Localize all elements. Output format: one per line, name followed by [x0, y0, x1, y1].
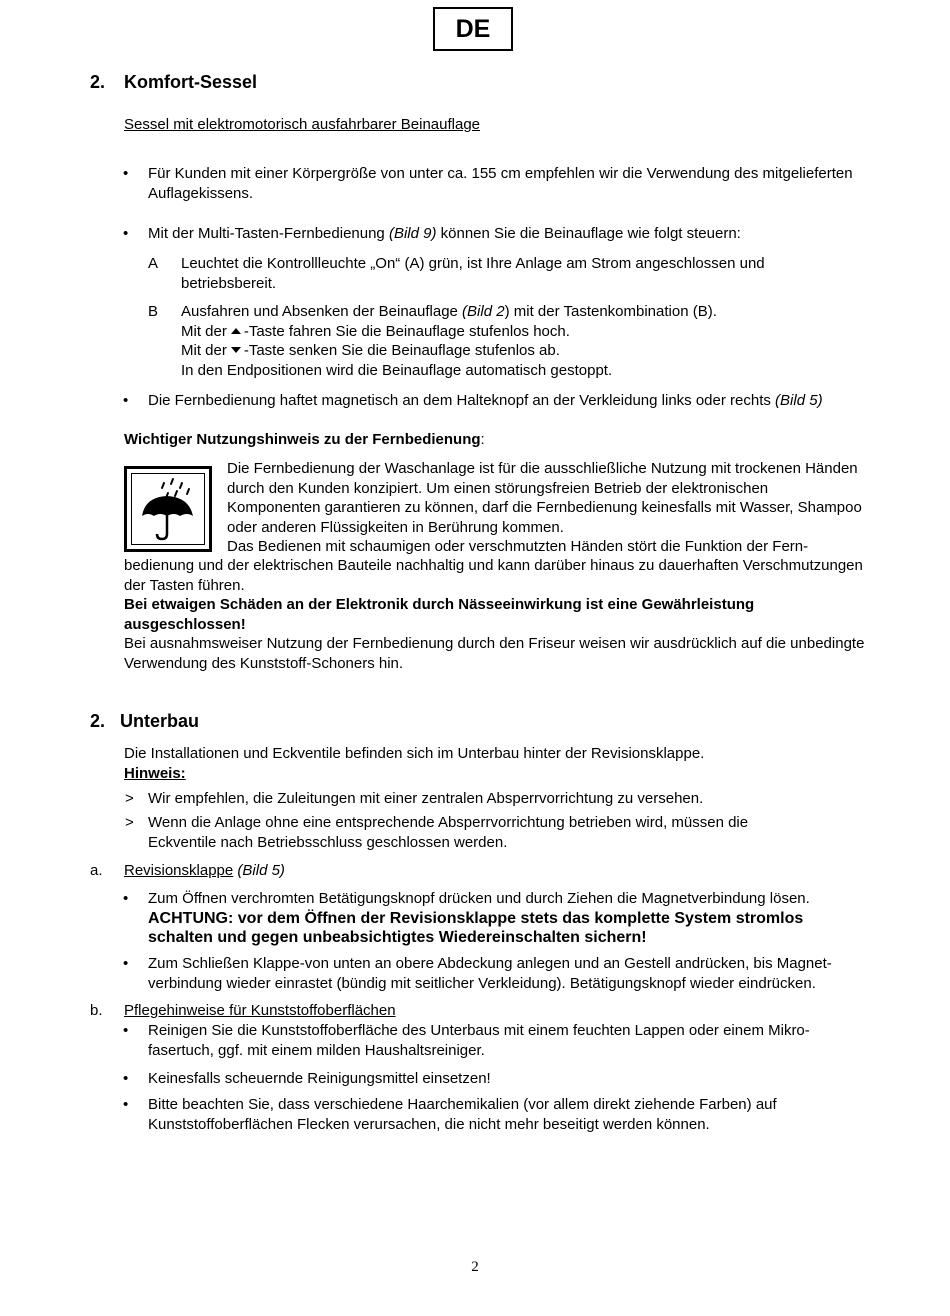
notice-heading: Wichtiger Nutzungshinweis zu der Fernbedienung:: [124, 431, 485, 448]
text-line: Auflagekissens.: [148, 184, 254, 202]
section-number: 2.: [90, 711, 106, 731]
text: Mit der Multi-Tasten-Fernbedienung: [148, 225, 389, 242]
subsection-marker: a.: [90, 862, 103, 879]
subsection-title: Revisionsklappe (Bild 5): [124, 862, 285, 879]
text-line: Eckventile nach Betriebsschluss geschlossen werden.: [148, 833, 508, 851]
intro-text: Die Installationen und Eckventile befinden sich im Unterbau hinter der Revisionsklappe.: [124, 745, 705, 762]
text-line: Ausfahren und Absenken der Beinauflage (Bild 2) mit der Tastenkombination (B).: [181, 303, 717, 320]
text-line: durch den Kunden konzipiert. Um einen störungsfreien Betrieb der elektronischen: [227, 479, 769, 497]
text-line: Kunststoffoberflächen Flecken verursachen, die nicht mehr beseitigt werden können.: [148, 1115, 710, 1133]
text-line: fasertuch, ggf. mit einem milden Haushaltsreiniger.: [148, 1041, 485, 1059]
list-item: [148, 889, 810, 948]
text-line: • Zum Schließen Klappe-von unten an obere Abdeckung anlegen und an Gestell andrücken, bis Magnet-: [148, 955, 832, 972]
notice-text: [124, 556, 864, 673]
section-title: Komfort-Sessel: [124, 72, 258, 92]
keep-dry-umbrella-icon: [124, 466, 212, 552]
figure-ref: (Bild 5): [237, 862, 285, 879]
text-line: Mit der -Taste senken Sie die Beinauflage stufenlos ab.: [181, 342, 560, 359]
list-marker: >: [125, 814, 134, 831]
subsection-marker: b.: [90, 1002, 103, 1019]
step-letter: B: [148, 303, 159, 320]
text-line: Die Fernbedienung der Waschanlage ist für die ausschließliche Nutzung mit trockenen Händen: [227, 460, 858, 477]
text-line: der Tasten führen.: [124, 576, 245, 594]
warning-line: ACHTUNG: vor dem Öffnen der Revisionsklappe stets das komplette System stromlos: [148, 909, 804, 927]
text-line: oder anderen Flüssigkeiten in Berührung kommen.: [227, 518, 564, 536]
text-line: • Bitte beachten Sie, dass verschiedene Haarchemikalien (vor allem direkt ziehende Farben) auf: [148, 1096, 777, 1113]
subsection-title: Pflegehinweise für Kunststoffoberflächen: [124, 1002, 396, 1019]
arrow-down-icon: [231, 347, 241, 353]
list-marker: >: [125, 790, 134, 807]
text: können Sie die Beinauflage wie folgt steuern:: [436, 225, 741, 242]
list-item: [148, 1021, 810, 1060]
text-line: Leuchtet die Kontrollleuchte „On“ (A) grün, ist Ihre Anlage am Strom angeschlossen und: [181, 255, 765, 272]
text-line: bedienung und der elektrischen Bauteile nachhaltig und kann darüber hinaus zu dauerhaften Verschmutzungen: [124, 557, 863, 574]
text-line: Das Bedienen mit schaumigen oder verschmutzten Händen stört die Funktion der Fern-: [227, 538, 809, 555]
warning-line: ausgeschlossen!: [124, 615, 246, 633]
text-line: verbindung wieder einrastet (bündig mit seitlicher Verkleidung). Betätigungsknopf wieder eindrücken.: [148, 974, 816, 992]
warning-line: schalten und gegen unbeabsichtigtes Wiedereinschalten sichern!: [148, 929, 647, 946]
figure-ref: (Bild 5): [775, 392, 823, 409]
warning-line: Bei etwaigen Schäden an der Elektronik durch Nässeeinwirkung ist eine Gewährleistung: [124, 596, 755, 613]
list-item: [148, 813, 748, 852]
list-item: • Keinesfalls scheuernde Reinigungsmittel einsetzen!: [148, 1069, 491, 1089]
step-letter: A: [148, 255, 159, 272]
text-line: betriebsbereit.: [181, 274, 277, 292]
list-item: [148, 391, 823, 411]
text-line: • Reinigen Sie die Kunststoffoberfläche des Unterbaus mit einem feuchten Lappen oder einem Mikro-: [148, 1022, 810, 1039]
step-text: [181, 254, 765, 293]
figure-ref: (Bild 2: [462, 303, 505, 320]
text-line: Mit der -Taste fahren Sie die Beinauflage stufenlos hoch.: [181, 322, 570, 340]
section-subtitle: Sessel mit elektromotorisch ausfahrbarer Beinauflage: [124, 116, 481, 133]
list-item: [148, 164, 853, 203]
text-line: Wenn die Anlage ohne eine entsprechende Absperrvorrichtung betrieben wird, müssen die: [148, 814, 749, 831]
text-line: In den Endpositionen wird die Beinauflage automatisch gestoppt.: [181, 361, 613, 379]
list-item: [148, 1095, 777, 1134]
language-badge: DE: [433, 7, 513, 51]
text-line: Verwendung des Kunststoff-Schoners hin.: [124, 654, 404, 672]
section-number: 2.: [90, 72, 106, 92]
list-item: Wir empfehlen, die Zuleitungen mit einer zentralen Absperrvorrichtung zu versehen.: [148, 790, 704, 807]
section-title: Unterbau: [120, 711, 200, 731]
text-line: • Zum Öffnen verchromten Betätigungsknopf drücken und durch Ziehen die Magnetverbindung lösen.: [148, 890, 810, 907]
step-text: [181, 302, 717, 380]
arrow-up-icon: [231, 328, 241, 334]
text-line: Komponenten garantieren zu können, darf die Fernbedienung keinesfalls mit Wasser, Shampoo: [227, 499, 862, 516]
text-line: • Für Kunden mit einer Körpergröße von unter ca. 155 cm empfehlen wir die Verwendung des mitgelieferten: [148, 165, 853, 182]
notice-text: [227, 459, 862, 557]
list-item: [148, 954, 832, 993]
text: Die Fernbedienung haftet magnetisch an dem Halteknopf an der Verkleidung links oder rechts: [148, 392, 776, 409]
hint-label: Hinweis:: [124, 765, 186, 782]
text-line: Bei ausnahmsweiser Nutzung der Fernbedienung durch den Friseur weisen wir ausdrücklich auf die unbedingte: [124, 635, 865, 652]
figure-ref: (Bild 9): [388, 225, 437, 242]
page-number: 2: [471, 1259, 479, 1275]
list-item: [148, 224, 741, 244]
